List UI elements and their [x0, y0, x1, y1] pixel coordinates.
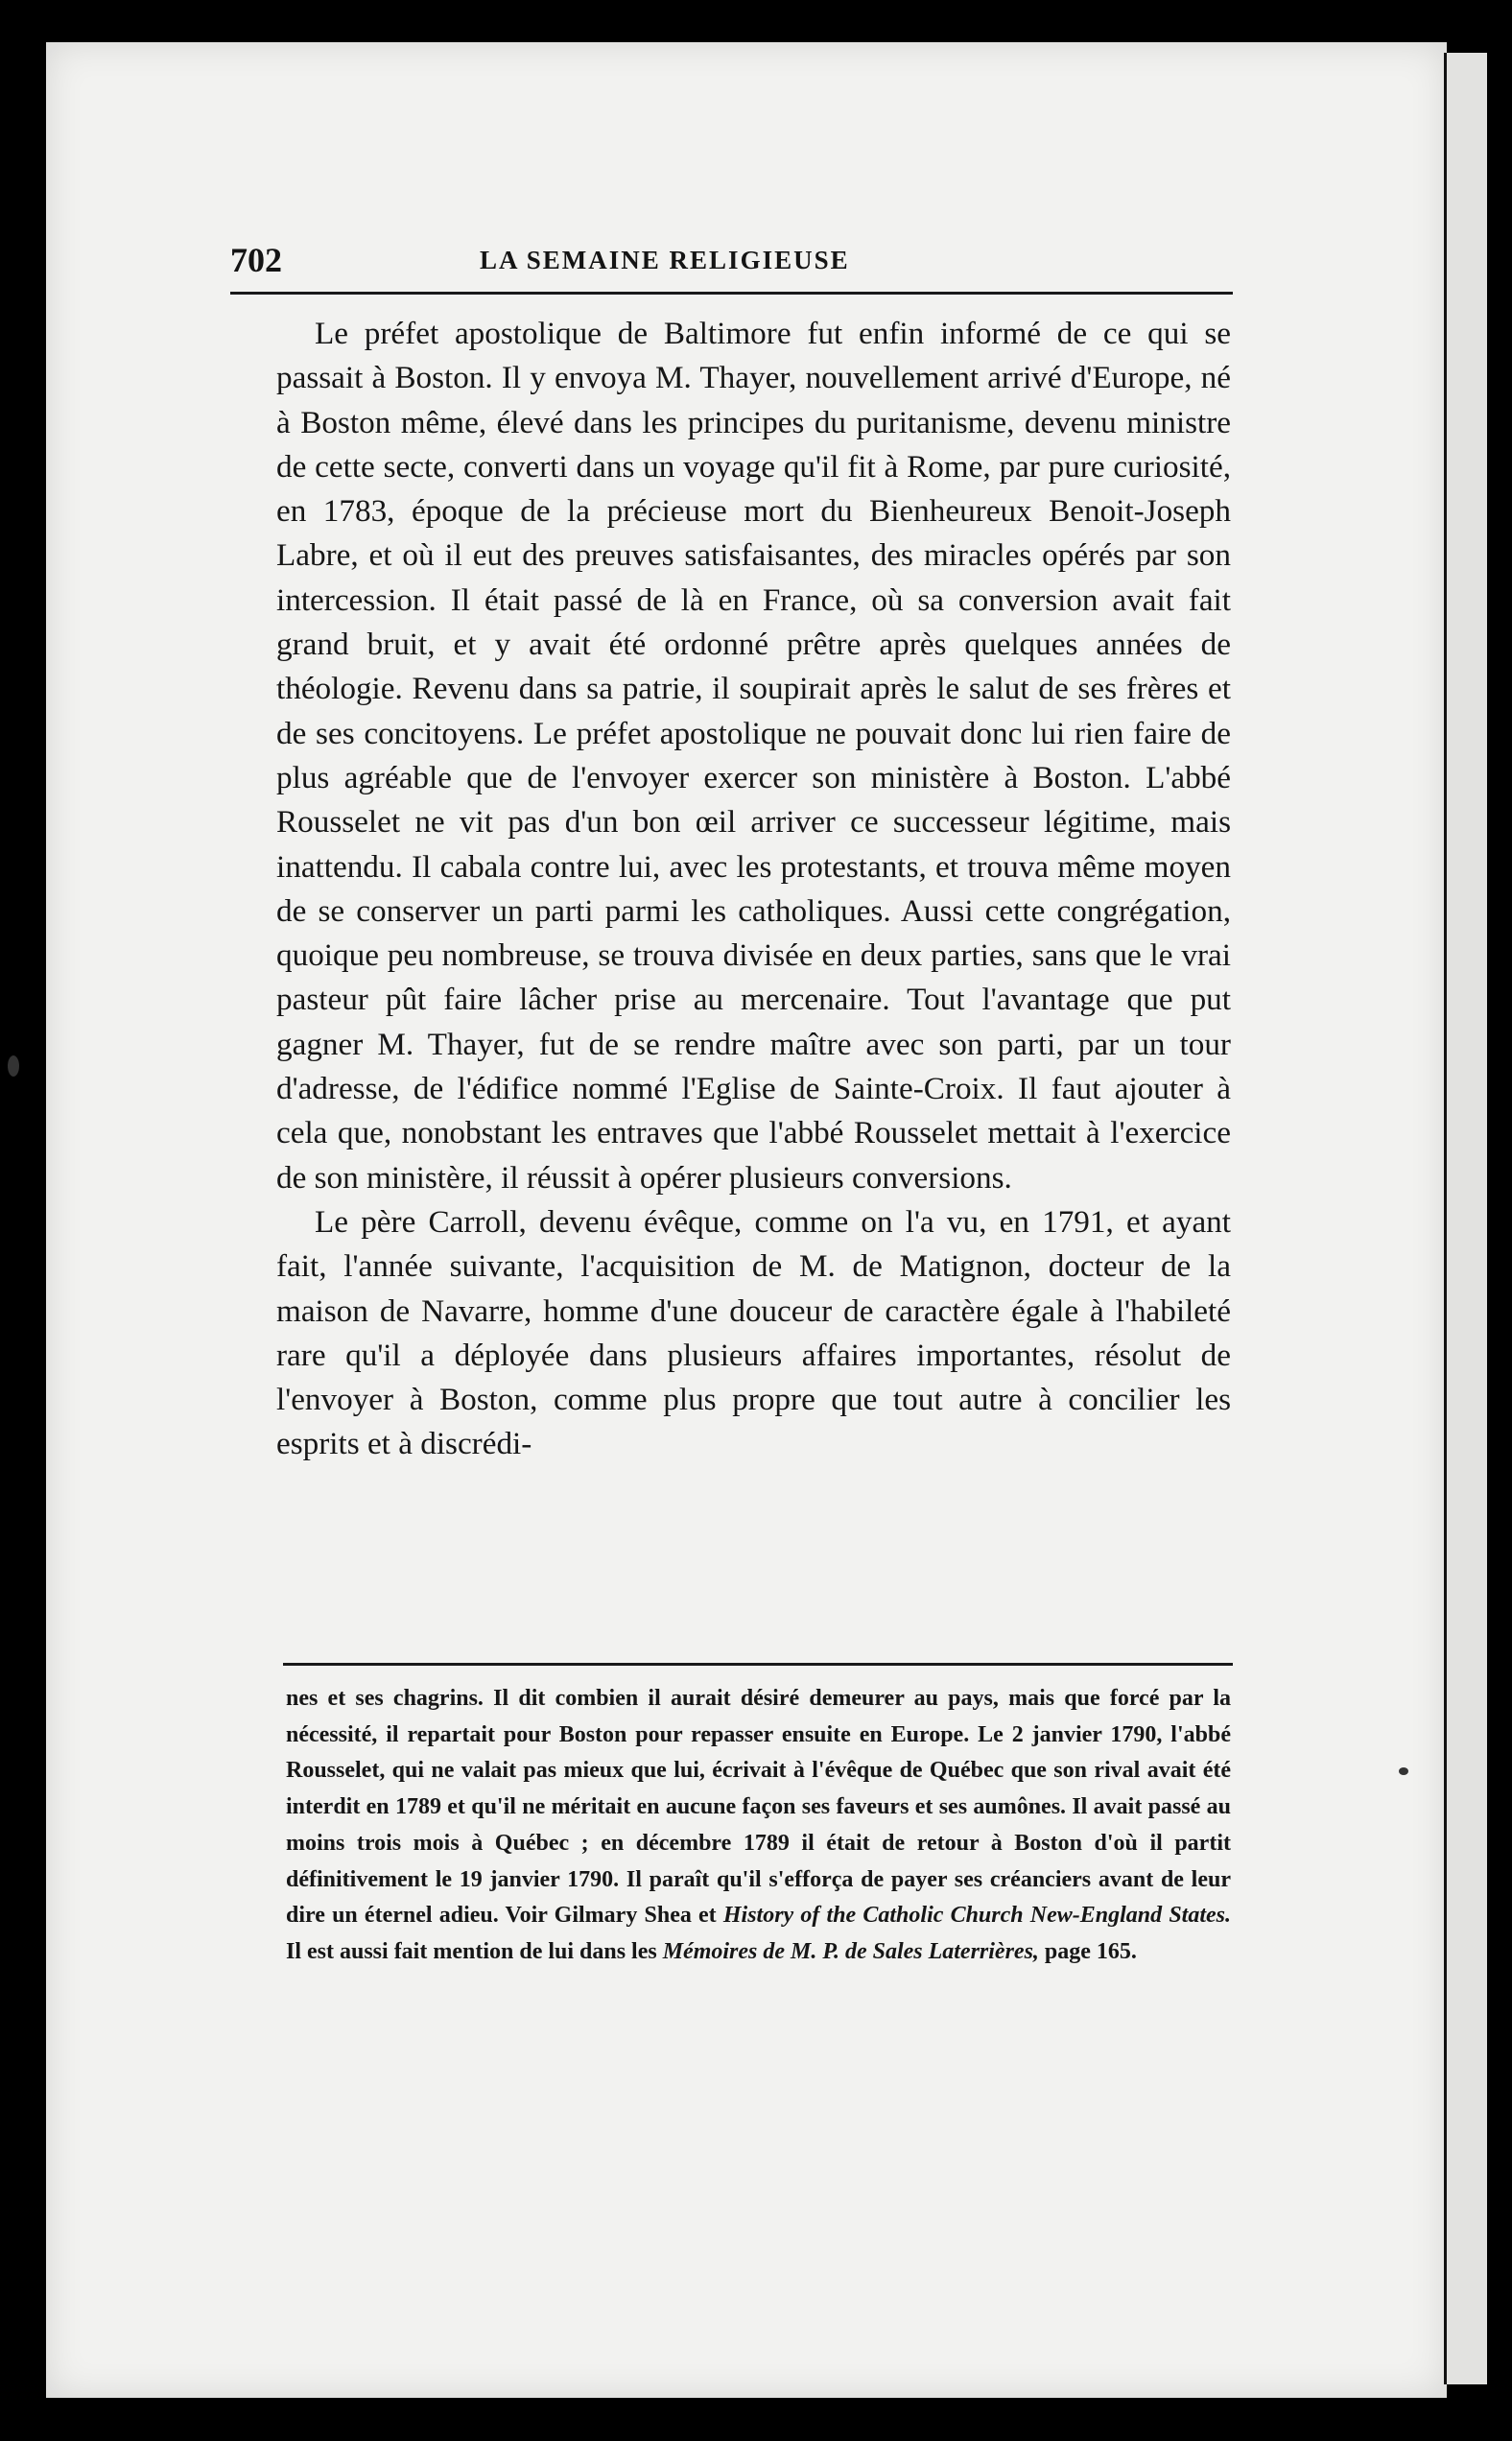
footnote-text: Il est aussi fait mention de lui dans les	[286, 1938, 663, 1964]
adjacent-page-edge	[1444, 53, 1487, 2384]
footnote-rule	[283, 1663, 1233, 1666]
body-text	[276, 312, 1231, 1467]
footnote-italic-title: History of the Catholic Church New-England States.	[722, 1903, 1231, 1929]
page-number: 702	[230, 241, 282, 279]
footnote-italic-title: Mémoires de M. P. de Sales Laterrières,	[662, 1938, 1039, 1964]
running-title: LA SEMAINE RELIGIEUSE	[480, 246, 850, 274]
footnote-text: nes et ses chagrins. Il dit combien il aurait désiré demeurer au pays, mais que forcé par la nécessité, il repartait pour Boston pour repasser ensuite en Europe. Le 2 janvier 1790, l'abbé Rousselet, qui ne valait pas mieux que lui, écrivait à l'évêque de Québec que son rival avait été interdit en 1789 et qu'il ne méritait en aucune façon ses faveurs et ses aumônes. Il avait passé au moins trois mois à Québec ; en décembre 1789 il était de retour à Boston d'où il partit définitivement le 19 janvier 1790. Il paraît qu'il s'efforça de payer ses créanciers avant de leur dire un éternel adieu. Voir Gilmary Shea et	[286, 1686, 1231, 1929]
footnote	[286, 1681, 1231, 1971]
footnote-text: page 165.	[1038, 1938, 1137, 1964]
paragraph: Le préfet apostolique de Baltimore fut enfin informé de ce qui se passait à Boston. Il y envoya M. Thayer, nouvellement arrivé d'Europe, né à Boston même, élevé dans les principes du puritanisme, devenu ministre de cette secte, converti dans un voyage qu'il fit à Rome, par pure curiosité, en 1783, époque de la précieuse mort du Bienheureux Benoit-Joseph Labre, et où il eut des preuves satisfaisantes, des miracles opérés par son intercession. Il était passé de là en France, où sa conversion avait fait grand bruit, et y avait été ordonné prêtre après quelques années de théologie. Revenu dans sa patrie, il soupirait après le salut de ses frères et de ses concitoyens. Le préfet apostolique ne pouvait donc lui rien faire de plus agréable que de l'envoyer exercer son ministère à Boston. L'abbé Rousselet ne vit pas d'un bon œil arriver ce successeur légitime, mais inattendu. Il cabala contre lui, avec les protestants, et trouva même moyen de se conserver un parti parmi les catholiques. Aussi cette congrégation, quoique peu nombreuse, se trouva divisée en deux parties, sans que le vrai pasteur pût faire lâcher prise au mercenaire. Tout l'avantage que put gagner M. Thayer, fut de se rendre maître avec son parti, par un tour d'adresse, de l'édifice nommé l'Eglise de Sainte-Croix. Il faut ajouter à cela que, nonobstant les entraves que l'abbé Rousselet mettait à l'exercice de son ministère, il réussit à opérer plusieurs conversions.	[276, 316, 1231, 1196]
footnote-paragraph	[286, 1681, 1231, 1971]
page-header	[230, 240, 1233, 280]
header-rule	[230, 292, 1233, 295]
scan-smudge	[1399, 1767, 1408, 1775]
scan-smudge	[8, 1055, 19, 1077]
paragraph: Le père Carroll, devenu évêque, comme on l'a vu, en 1791, et ayant fait, l'année suivante, l'acquisition de M. de Matignon, docteur de la maison de Navarre, homme d'une douceur de caractère égale à l'habileté rare qu'il a déployée dans plusieurs affaires importantes, résolut de l'envoyer à Boston, comme plus propre que tout autre à concilier les esprits et à discrédi-	[276, 1203, 1231, 1462]
